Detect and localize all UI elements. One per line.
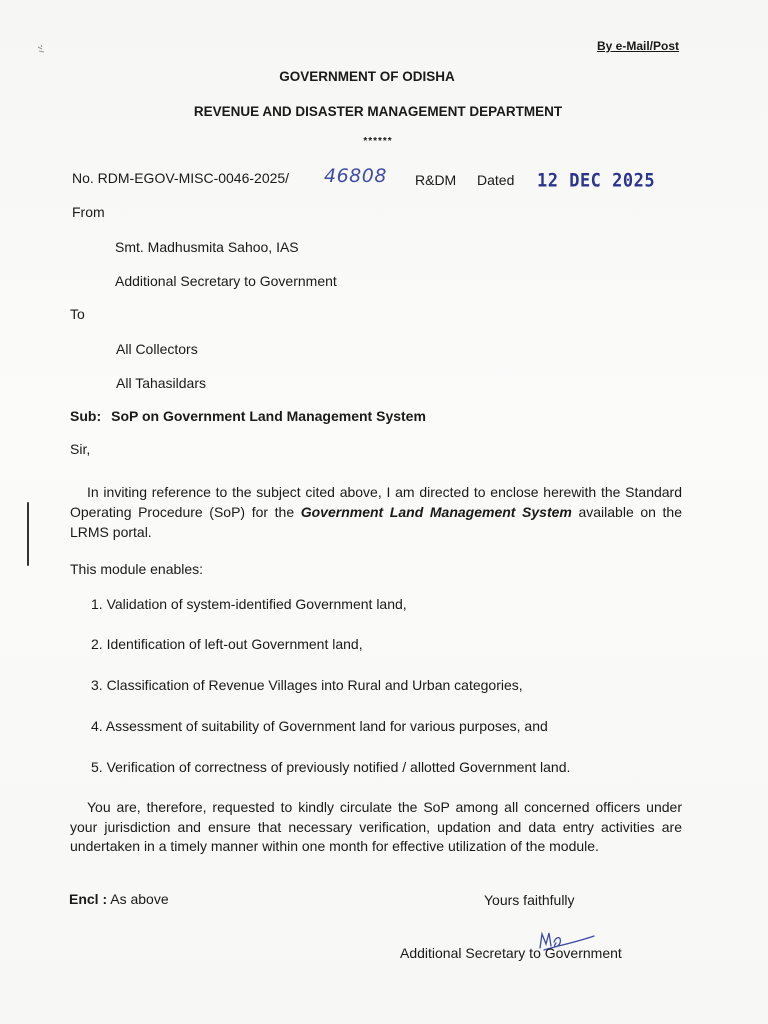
list-item: 4. Assessment of suitability of Government land for various purposes, and xyxy=(91,718,548,734)
para1-emphasis: Government Land Management System xyxy=(300,504,572,520)
signoff-designation: Additional Secretary to Government xyxy=(400,945,622,961)
salutation: Sir, xyxy=(70,441,91,457)
para1-text-after: available on the LRMS portal. xyxy=(70,504,682,540)
reference-number-prefix: No. RDM-EGOV-MISC-0046-2025/ xyxy=(72,170,290,186)
list-item: 5. Verification of correctness of previously notified / allotted Government land. xyxy=(91,759,571,775)
scan-speck-mark xyxy=(36,44,48,56)
list-item: 2. Identification of left-out Government land, xyxy=(91,636,363,652)
enclosure-label: Encl : xyxy=(69,891,108,907)
yours-faithfully: Yours faithfully xyxy=(484,892,575,908)
subject-text: SoP on Government Land Management System xyxy=(111,408,426,424)
government-heading: GOVERNMENT OF ODISHA xyxy=(279,69,455,84)
enclosure-value: As above xyxy=(110,891,169,907)
date-stamp: 12 DEC 2025 xyxy=(537,170,656,192)
para1-text-before: In inviting reference to the subject cited above, I am directed to enclose herewith the Standard Operating Procedure (SoP) for the xyxy=(70,484,682,520)
recipient-collectors: All Collectors xyxy=(116,341,198,357)
list-item: 1. Validation of system-identified Government land, xyxy=(91,596,407,612)
sender-designation: Additional Secretary to Government xyxy=(115,273,337,289)
from-label: From xyxy=(72,204,105,220)
module-intro: This module enables: xyxy=(70,561,204,577)
list-item: 3. Classification of Revenue Villages into Rural and Urban categories, xyxy=(91,677,523,693)
sender-name: Smt. Madhusmita Sahoo, IAS xyxy=(115,239,299,255)
department-heading: REVENUE AND DISASTER MANAGEMENT DEPARTMENT xyxy=(193,104,563,119)
subject-line xyxy=(70,408,426,424)
handwritten-reference-number: 46808 xyxy=(324,165,387,187)
enclosure-line xyxy=(69,891,169,907)
department-code: R&DM xyxy=(415,172,457,188)
body-paragraph-1 xyxy=(70,482,682,542)
margin-pen-mark xyxy=(27,502,29,566)
dated-label: Dated xyxy=(477,172,515,188)
body-paragraph-2: You are, therefore, requested to kindly circulate the SoP among all concerned officers under your jurisdiction and ensure that necessary verification, updation and data entry activities are undertaken in a timely manner within one month for effective utilization of the module. xyxy=(70,799,682,854)
delivery-mode: By e-Mail/Post xyxy=(597,39,680,53)
reference-number xyxy=(72,170,289,186)
heading-separator: ****** xyxy=(363,136,393,147)
subject-label: Sub: xyxy=(70,408,102,424)
recipient-tahasildars: All Tahasildars xyxy=(116,375,207,391)
to-label: To xyxy=(70,306,85,322)
